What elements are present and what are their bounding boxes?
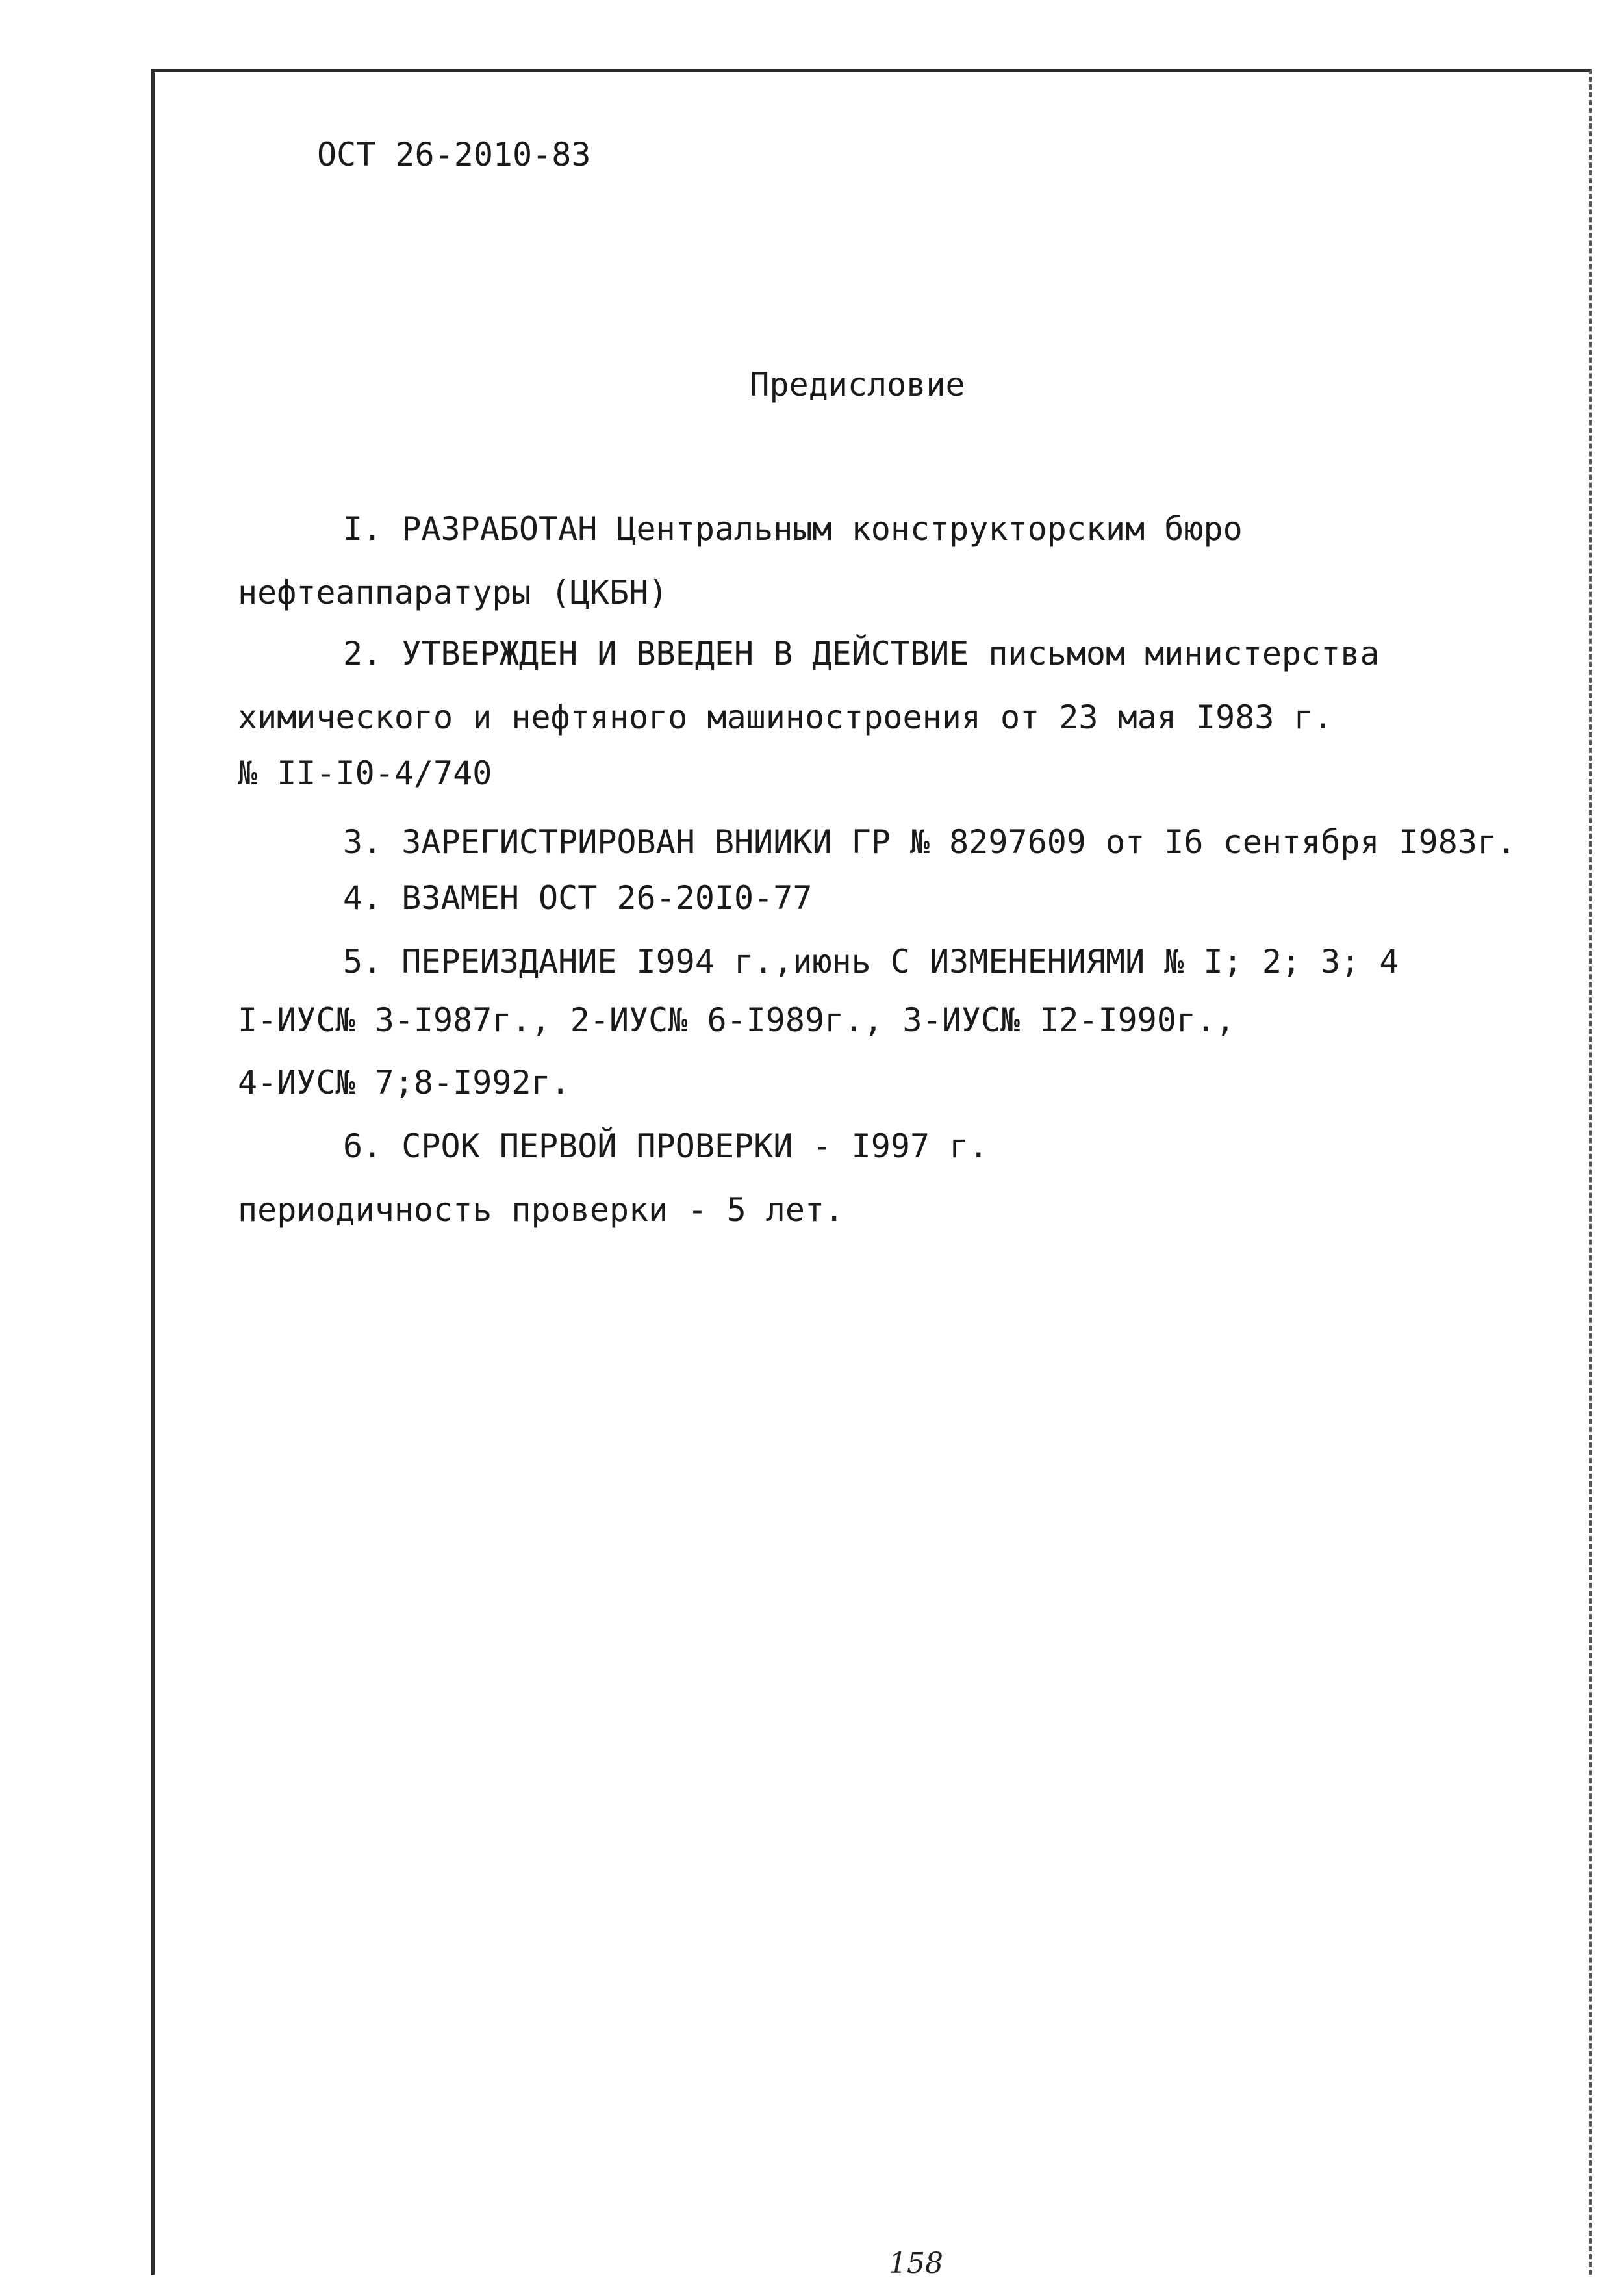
item-5-line-2: I-ИУС№ 3-I987г., 2-ИУС№ 6-I989г., 3-ИУС№ I2-I990г.,	[238, 1001, 1236, 1039]
item-6-line-2: периодичность проверки - 5 лет.	[238, 1191, 844, 1229]
item-4-line-1: 4. ВЗАМЕН ОСТ 26-20I0-77	[343, 879, 813, 917]
item-1-line-1: I. РАЗРАБОТАН Центральным конструкторским бюро	[343, 510, 1243, 548]
section-heading: Предисловие	[750, 366, 965, 403]
page-number: 158	[889, 2247, 943, 2280]
item-5-line-3: 4-ИУС№ 7;8-I992г.	[238, 1064, 570, 1101]
item-2-line-1: 2. УТВЕРЖДЕН И ВВЕДЕН В ДЕЙСТВИЕ письмом министерства	[343, 635, 1380, 672]
document-code: ОСТ 26-2010-83	[317, 136, 591, 173]
item-2-line-2: химического и нефтяного машиностроения от 23 мая I983 г.	[238, 698, 1333, 736]
item-1-line-2: нефтеаппаратуры (ЦКБН)	[238, 574, 668, 611]
item-6-line-1: 6. СРОК ПЕРВОЙ ПРОВЕРКИ - I997 г.	[343, 1127, 989, 1165]
item-5-line-1: 5. ПЕРЕИЗДАНИЕ I994 г.,июнь С ИЗМЕНЕНИЯМИ № I; 2; 3; 4	[343, 943, 1399, 980]
item-2-line-3: № II-I0-4/740	[238, 754, 492, 792]
item-3-line-1: 3. ЗАРЕГИСТРИРОВАН ВНИИКИ ГР № 8297609 от I6 сентября I983г.	[343, 823, 1517, 861]
